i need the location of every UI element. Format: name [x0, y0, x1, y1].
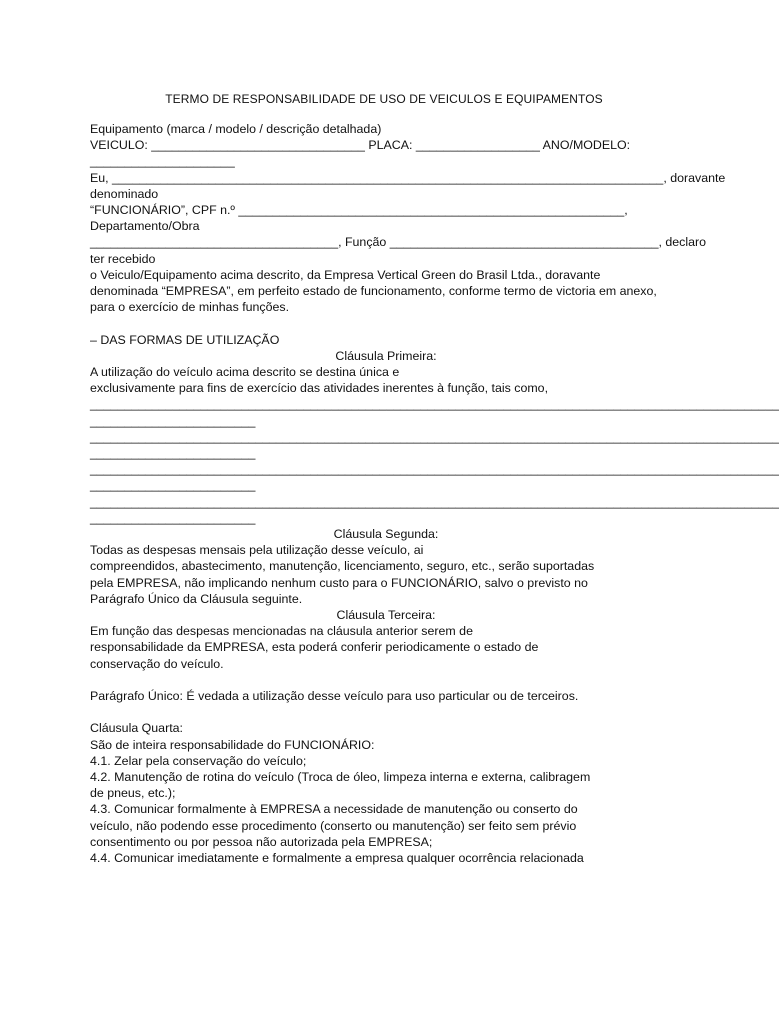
clause4-line: 4.1. Zelar pela conservação do veículo;: [90, 753, 307, 768]
clause1-heading: Cláusula Primeira:: [335, 348, 437, 363]
clause4-line: consentimento ou por pessoa não autorizada pela EMPRESA;: [90, 834, 433, 849]
received-line: ter recebido: [90, 251, 156, 266]
clause2-line: pela EMPRESA, não implicando nenhum custo para o FUNCIONÁRIO, salvo o previsto no: [90, 575, 588, 590]
clause2-heading: Cláusula Segunda:: [333, 527, 439, 542]
document-body: [90, 121, 779, 866]
clause3-line: Em função das despesas mencionadas na cláusula anterior serem de: [90, 624, 473, 639]
clause4-line: 4.2. Manutenção de rotina do veículo (Troca de óleo, limpeza interna e externa, calibragem: [90, 770, 591, 785]
fill-in-line: ________________________: [90, 510, 256, 525]
employee-name-line: Eu, ________________________________________________________________________________, doravante: [90, 170, 726, 185]
fill-in-line: ____________________________________________________________________________________________________: [90, 429, 779, 444]
clause2-line: compreendidos, abastecimento, manutenção, licenciamento, seguro, etc., serão suportadas: [90, 559, 595, 574]
fill-in-line: ____________________________________________________________________________________________________: [90, 462, 779, 477]
clause4-line: veículo, não podendo esse procedimento (conserto ou manutenção) ser feito sem prévio: [90, 818, 577, 833]
department-label: Departamento/Obra: [90, 219, 200, 234]
clause3-line: conservação do veículo.: [90, 656, 224, 671]
clause1-line: A utilização do veículo acima descrito se destina única e: [90, 365, 400, 380]
clause1-line: exclusivamente para fins de exercício das atividades inerentes à função, tais como,: [90, 381, 549, 396]
clause4-heading: Cláusula Quarta:: [90, 721, 183, 736]
condition-line: denominada “EMPRESA”, em perfeito estado de funcionamento, conforme termo de victoria em anexo,: [90, 284, 657, 299]
company-line: o Veiculo/Equipamento acima descrito, da Empresa Vertical Green do Brasil Ltda., doravante: [90, 267, 601, 282]
section-heading: – DAS FORMAS DE UTILIZAÇÃO: [90, 332, 280, 347]
clause4-line: São de inteira responsabilidade do FUNCIONÁRIO:: [90, 737, 375, 752]
spacer: [90, 704, 682, 720]
equipment-line: Equipamento (marca / modelo / descrição detalhada): [90, 122, 382, 136]
document-title: TERMO DE RESPONSABILIDADE DE USO DE VEICULOS E EQUIPAMENTOS: [165, 92, 603, 106]
sole-paragraph: Parágrafo Único: É vedada a utilização desse veículo para uso particular ou de terceiros.: [90, 689, 579, 704]
fill-in-line: ________________________: [90, 478, 256, 493]
clause2-line: Todas as despesas mensais pela utilização desse veículo, ai: [90, 543, 424, 558]
clause4-line: 4.4. Comunicar imediatamente e formalmente a empresa qualquer ocorrência relacionada: [90, 851, 584, 866]
spacer: [90, 672, 682, 688]
fill-in-line: ____________________________________________________________________________________________________: [90, 397, 779, 412]
clause3-heading: Cláusula Terceira:: [336, 608, 436, 623]
fill-in-line: ____________________________________________________________________________________________________: [90, 494, 779, 509]
functions-line: para o exercício de minhas funções.: [90, 300, 290, 315]
function-line: ____________________________________, Função _______________________________________, declaro: [90, 235, 707, 250]
spacer: [90, 315, 682, 331]
clause2-line: Parágrafo Único da Cláusula seguinte.: [90, 591, 303, 606]
cpf-line: “FUNCIONÁRIO”, CPF n.º ________________________________________________________,: [90, 203, 628, 218]
clause4-line: 4.3. Comunicar formalmente à EMPRESA a necessidade de manutenção ou conserto do: [90, 802, 578, 817]
year-model-blank: _____________________: [90, 154, 235, 169]
fill-in-line: ________________________: [90, 446, 256, 461]
denominated-line: denominado: [90, 186, 159, 201]
fill-in-line: ________________________: [90, 413, 256, 428]
vehicle-line: VEICULO: _______________________________ PLACA: __________________ ANO/MODELO:: [90, 138, 631, 153]
clause3-line: responsabilidade da EMPRESA, esta poderá conferir periodicamente o estado de: [90, 640, 539, 655]
clause4-line: de pneus, etc.);: [90, 786, 176, 801]
